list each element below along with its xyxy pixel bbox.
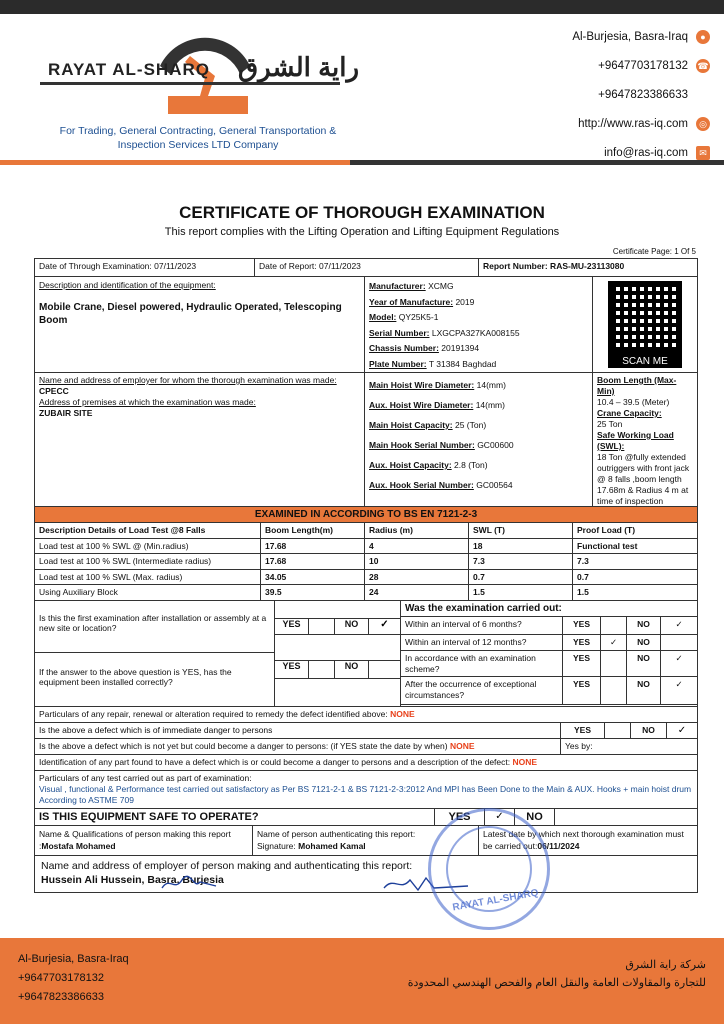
location-icon: ● [696,30,710,44]
separator-orange [0,160,350,165]
interval-no-check: ✓ [675,678,683,689]
interval-no-check: ✓ [675,652,683,663]
aux-hook-label: Aux. Hook Serial Number: [369,480,474,490]
load-cell: 17.68 [261,554,365,569]
crane-capacity-label: Crane Capacity: [597,408,662,418]
footer-arabic-name: شركة راية الشرق [625,959,706,971]
maker-block [35,826,253,855]
future-danger-text: Is the above a defect which is not yet but could become a danger to persons: (if YES state the date by when) [39,740,448,751]
carried-out-heading: Was the examination carried out: [401,601,697,617]
load-cell: 4 [365,539,469,554]
interval-yes[interactable]: YES [563,677,601,704]
maker-signature [160,874,220,892]
model-label: Model: [369,312,397,322]
load-cell: Functional test [577,540,638,551]
aux-wire-label: Aux. Hoist Wire Diameter: [369,400,474,410]
boom-label: Boom Length (Max-Min) [597,375,677,396]
load-col-header: Description Details of Load Test @8 Falls [35,523,261,538]
interval-no[interactable]: NO [627,635,661,650]
install-answers [275,601,401,706]
interval-row-i12 [401,635,697,651]
employer-section [35,373,365,506]
load-cell: 1.5 [577,587,589,597]
load-table-row [35,554,697,570]
load-cell: Load test at 100 % SWL @ (Min.radius) [35,539,261,554]
load-cell: 28 [365,570,469,585]
serial-value: LXGCPA327KA008155 [431,327,520,338]
interval-row-exceptional [401,677,697,705]
employer-value: CPECC [39,386,69,396]
repair-label: Particulars of any repair, renewal or alteration required to remedy the defect identified above: [39,708,388,719]
top-bar [0,0,724,14]
q1-no-check: ✓ [380,618,389,630]
equipment-description [35,277,365,372]
load-cell: 18 [469,539,573,554]
footer-address: Al-Burjesia, Basra-Iraq [18,953,129,965]
interval-yes-check [601,617,627,634]
interval-question-scheme: In accordance with an examination scheme? [401,651,563,676]
safe-no[interactable]: NO [515,809,555,825]
yes-by-label: Yes by: [565,740,593,751]
swl-value: 18 Ton @fully extended outriggers with front jack @ 8 falls ,boom length 17.68m & Radius 4 m at time of inspection [597,452,690,506]
employer-label: Name and address of employer for whom the thorough examination was made: [39,375,337,385]
question-1: Is this the first examination after installation or assembly at a new site or location? [35,601,274,653]
q1-yes[interactable]: YES [275,619,309,634]
equipment-ids [365,277,593,372]
interval-block [401,601,697,706]
separator-dark [350,160,724,165]
interval-rows [401,617,697,706]
interval-yes-check [601,651,627,676]
boom-value: 10.4 – 39.5 (Meter) [597,397,670,407]
interval-yes-check: ✓ [601,635,627,650]
auth-value: Mohamed Kamal [298,840,366,851]
aux-wire-value: 14(mm) [475,400,505,410]
load-cell: 17.68 [261,539,365,554]
load-cell: 24 [365,585,469,600]
company-tagline: For Trading, General Contracting, General Transportation & Inspection Services LTD Company [59,125,337,151]
safe-question: IS THIS EQUIPMENT SAFE TO OPERATE? [35,809,435,825]
qr-section [593,277,697,372]
interval-question-i6: Within an interval of 6 months? [401,617,563,634]
phone-icon: ☎ [697,60,709,71]
plate-label: Plate Number: [369,358,427,369]
footer-arabic [408,956,706,992]
certificate-table [34,258,698,893]
interval-no[interactable]: NO [627,651,661,676]
load-cell: Using Auxiliary Block [35,585,261,600]
load-cell: Load test at 100 % SWL (Intermediate radius) [35,554,261,569]
main-wire-label: Main Hoist Wire Diameter: [369,380,475,390]
desc-label: Description and identification of the equipment: [39,280,216,290]
footer-arabic-desc: للتجارة والمقاولات العامة والنقل العام والفحص الهندسي المحدودة [407,977,706,989]
year-label: Year of Manufacture: [369,296,454,307]
year-value: 2019 [455,296,475,307]
stamp-text: RAYAT AL-SHARQ [451,887,540,914]
maker-label: Name & Qualifications of person making this report : [39,828,231,851]
employer-footer-label: Name and address of employer of person making and authenticating this report: [41,859,413,872]
phone-1-text: +9647703178132 [598,59,688,72]
brand-arabic: راية الشرق [238,52,360,82]
interval-question-exceptional: After the occurrence of exceptional circumstances? [401,677,563,704]
load-cell: 0.7 [577,571,589,582]
manufacturer-label: Manufacturer: [369,281,426,291]
footer-band [0,938,724,1024]
load-col-header: Proof Load (T) [577,525,636,535]
employer-footer-value: Hussein Ali Hussein, Basra, Burjesia [41,873,224,886]
interval-no[interactable]: NO [627,677,661,704]
main-hook-value: GC00600 [477,440,514,450]
certificate-title: CERTIFICATE OF THOROUGH EXAMINATION [179,203,545,222]
main-wire-value: 14(mm) [476,380,506,390]
plate-value: T 31384 Baghdad [428,358,497,369]
immediate-yes[interactable]: YES [561,723,605,738]
load-cell: 1.5 [469,585,573,600]
install-questions [35,601,275,706]
main-hook-label: Main Hook Serial Number: [369,440,475,450]
email-link[interactable]: info@ras-iq.com [604,146,688,159]
interval-no-check [661,635,697,650]
immediate-danger-text: Is the above a defect which is of immediate danger to persons [35,723,561,738]
load-test-heading: EXAMINED IN ACCORDING TO BS EN 7121-2-3 [35,507,697,523]
employer-footer-row [35,856,697,892]
future-danger-value: NONE [449,740,475,751]
immediate-no-check: ✓ [677,724,687,736]
safe-yes[interactable]: YES [435,809,485,825]
contact-block [572,22,710,167]
main-capacity-value: 25 (Ton) [454,420,487,430]
main-capacity-label: Main Hoist Capacity: [369,420,453,430]
serial-label: Serial Number: [369,327,430,338]
address-text: Al-Burjesia, Basra-Iraq [572,30,688,43]
load-cell: 7.3 [577,556,589,566]
load-table-header [35,523,697,539]
footer-phone-1: +9647703178132 [18,972,104,984]
report-number: Report Number: RAS-MU-23113080 [483,261,625,271]
load-table-row [35,585,697,601]
tests-value: Visual , functional & Performance test carried out satisfactory as Per BS 7121-2-1 & BS 7121-2-3:2012 And MPI has Been Done to the Main & AUX. Hooks + main hoist drum According to ASTME 709 [39,783,692,805]
load-test-table [35,523,697,601]
interval-yes[interactable]: YES [563,635,601,650]
desc-value: Mobile Crane, Diesel powered, Hydraulic Operated, Telescoping Boom [39,302,342,326]
load-table-row [35,570,697,586]
phone-2-text: +9647823386633 [598,88,688,101]
interval-no-check: ✓ [675,618,683,629]
q2-yes[interactable]: YES [275,661,309,678]
safe-yes-check: ✓ [485,809,515,825]
interval-question-i12: Within an interval of 12 months? [401,635,563,650]
hoist-details [365,373,593,506]
chassis-value: 20191394 [441,343,480,353]
question-2: If the answer to the above question is YES, has the equipment been installed correctly? [39,666,232,687]
load-col-header: SWL (T) [469,523,573,538]
tests-label: Particulars of any test carried out as part of examination: [39,772,252,783]
chassis-label: Chassis Number: [369,343,439,353]
phone-2-spacer [696,88,710,102]
q1-no[interactable]: NO [335,619,369,634]
auth-label: Name of person authenticating this report: [257,828,416,839]
boom-details [593,373,697,506]
load-cell: 39.5 [261,585,365,600]
load-cell: Load test at 100 % SWL (Max. radius) [35,570,261,585]
website-link[interactable]: http://www.ras-iq.com [578,117,688,130]
aux-capacity-label: Aux. Hoist Capacity: [369,460,452,470]
mail-icon: ✉ [696,146,710,160]
repair-value: NONE [390,708,415,719]
next-exam-value: 06/11/2024 [537,840,580,851]
defect-parts-label: Identification of any part found to have a defect which is or could become a danger to persons and a description of the defect: [39,756,511,767]
load-table-row [35,539,697,555]
interval-no[interactable]: NO [627,617,661,634]
interval-yes[interactable]: YES [563,617,601,634]
footer-contacts [18,950,129,1007]
footer-phone-2: +9647823386633 [18,991,104,1003]
globe-icon: ◎ [696,117,710,131]
load-col-header: Radius (m) [365,523,469,538]
report-date: Date of Report: 07/11/2023 [255,259,479,276]
certificate-page: Certificate Page: 1 Of 5 [612,247,696,256]
interval-yes[interactable]: YES [563,651,601,676]
load-cell: 7.3 [469,554,573,569]
model-value: QY25K5-1 [398,312,439,322]
scan-me-label: SCAN ME [608,355,682,368]
next-exam-label: Latest date by which next thorough examination must be carried out: [483,828,684,851]
load-cell: 0.7 [469,570,573,585]
certificate-subtitle: This report complies with the Lifting Operation and Lifting Equipment Regulations [164,226,560,238]
crane-capacity-value: 25 Ton [597,419,623,429]
aux-capacity-value: 2.8 (Ton) [454,460,488,470]
premises-label: Address of premises at which the examination was made: [39,397,256,407]
exam-date: Date of Through Examination: 07/11/2023 [35,259,255,276]
defect-parts-value: NONE [512,756,538,767]
premises-value: ZUBAIR SITE [39,408,93,418]
auth-sig-label: Signature: [257,840,296,851]
qr-code[interactable] [608,281,682,355]
brand-english: RAYAT AL-SHARQ [48,60,210,79]
swl-label: Safe Working Load (SWL): [597,430,674,451]
aux-hook-value: GC00564 [476,480,513,490]
interval-yes-check [601,677,627,704]
load-cell: 10 [365,554,469,569]
load-cell: 34.05 [261,570,365,585]
q2-no[interactable]: NO [335,661,369,678]
interval-row-scheme [401,651,697,677]
maker-value: Mostafa Mohamed [41,840,116,851]
load-col-header: Boom Length(m) [261,523,365,538]
immediate-no[interactable]: NO [631,723,667,738]
interval-row-i6 [401,617,697,635]
manufacturer-value: XCMG [428,281,454,291]
